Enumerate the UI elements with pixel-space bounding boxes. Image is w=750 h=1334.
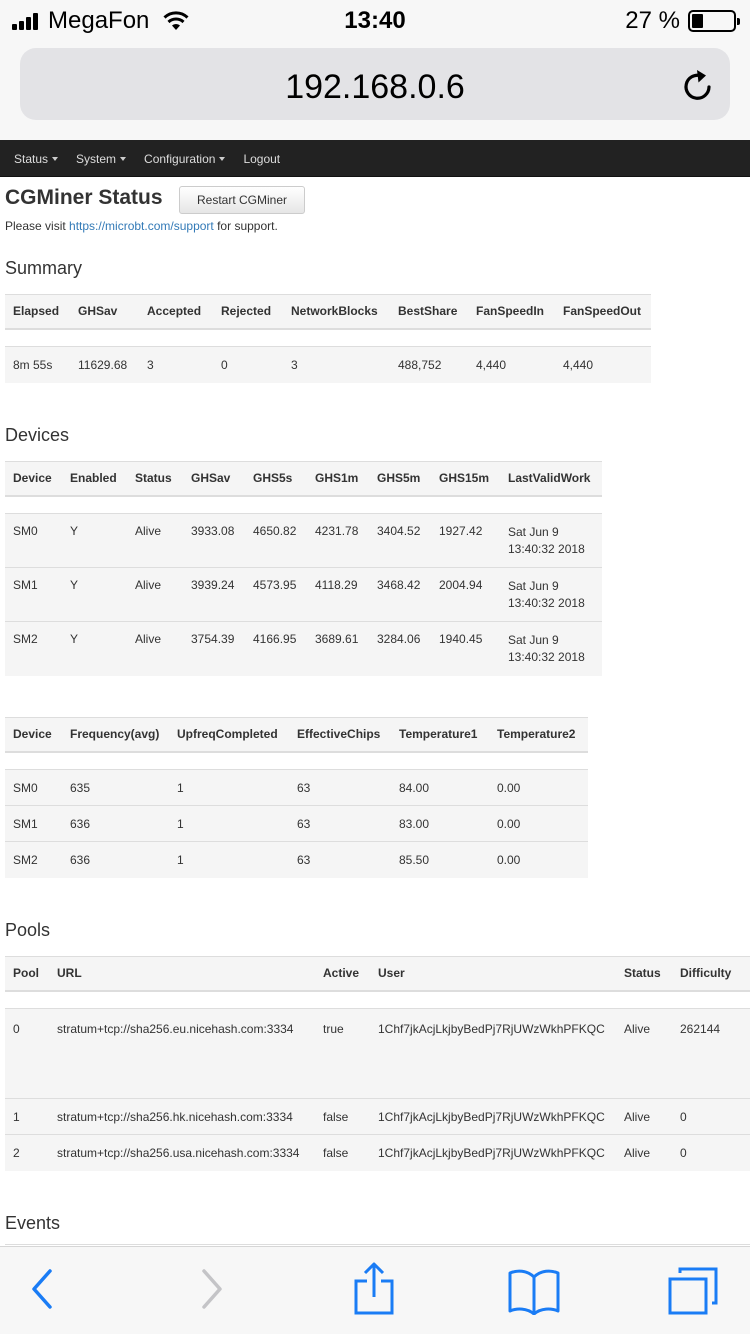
table-row bbox=[5, 622, 602, 676]
column-header: Frequency(avg) bbox=[62, 718, 169, 752]
cell-value: 0.00 bbox=[497, 816, 521, 831]
table-cell bbox=[431, 514, 500, 568]
table-cell bbox=[183, 514, 245, 568]
table-cell bbox=[70, 347, 139, 383]
table-cell bbox=[169, 842, 289, 878]
address-bar[interactable] bbox=[20, 48, 730, 120]
table-row bbox=[5, 1135, 750, 1171]
cell-value: SM2 bbox=[13, 852, 38, 867]
devices-table bbox=[5, 461, 602, 676]
events-heading: Events bbox=[5, 1213, 61, 1233]
cell-value: 83.00 bbox=[399, 816, 430, 831]
table-cell bbox=[5, 1009, 49, 1099]
cell-value: false bbox=[323, 1145, 349, 1160]
table-cell bbox=[5, 622, 62, 676]
forward-icon bbox=[196, 1267, 226, 1311]
table-cell bbox=[431, 622, 500, 676]
table-cell bbox=[616, 1009, 672, 1099]
cell-value: 636 bbox=[70, 852, 91, 867]
cell-value: 4,440 bbox=[476, 357, 507, 372]
spacer-cell bbox=[5, 496, 602, 514]
battery-icon bbox=[688, 10, 736, 32]
support-suffix: for support. bbox=[213, 219, 278, 233]
table-cell bbox=[5, 1099, 49, 1135]
cell-value: stratum+tcp://sha256.eu.nicehash.com:3334 bbox=[57, 1022, 294, 1036]
table-cell bbox=[391, 770, 489, 806]
ios-status-bar bbox=[0, 0, 750, 40]
cell-value: 3 bbox=[147, 357, 154, 372]
table-cell bbox=[555, 347, 651, 383]
table-cell bbox=[245, 622, 307, 676]
table-cell bbox=[370, 1135, 616, 1171]
pools-table bbox=[5, 956, 750, 1171]
table-cell bbox=[49, 1009, 315, 1099]
top-navbar bbox=[0, 140, 750, 177]
table-cell bbox=[289, 842, 391, 878]
support-link[interactable]: https://microbt.com/support bbox=[69, 219, 214, 233]
cell-value: 4,440 bbox=[563, 357, 594, 372]
cell-value: 1 bbox=[177, 780, 184, 795]
table-cell bbox=[431, 568, 500, 622]
browser-address-area bbox=[0, 40, 750, 140]
cell-value: 3939.24 bbox=[191, 578, 235, 592]
cell-value: 1 bbox=[13, 1109, 20, 1124]
cell-value: 0 bbox=[221, 357, 228, 372]
column-header: GHS5s bbox=[245, 462, 307, 496]
support-prefix: Please visit bbox=[5, 219, 70, 233]
cell-value: false bbox=[323, 1109, 349, 1124]
cell-value: 262144 bbox=[680, 1022, 721, 1036]
nav-item-label: System bbox=[76, 151, 117, 166]
url-text[interactable]: 192.168.0.6 bbox=[285, 68, 465, 106]
cell-value: Alive bbox=[624, 1145, 651, 1160]
table-row bbox=[5, 842, 588, 878]
support-notice bbox=[5, 219, 278, 233]
restart-cgminer-button[interactable]: Restart CGMiner bbox=[179, 186, 305, 214]
cell-value: 0.00 bbox=[497, 780, 521, 795]
cell-value: 3 bbox=[291, 357, 298, 372]
table-cell bbox=[183, 568, 245, 622]
bookmarks-icon[interactable] bbox=[507, 1267, 561, 1315]
table-cell bbox=[370, 1099, 616, 1135]
table-cell bbox=[62, 806, 169, 842]
cell-value: 3689.61 bbox=[315, 632, 359, 646]
table-cell bbox=[169, 806, 289, 842]
column-header: Status bbox=[616, 957, 672, 991]
cell-value: true bbox=[323, 1022, 344, 1036]
cell-value: 0.00 bbox=[497, 852, 521, 867]
carrier-name: MegaFon bbox=[48, 7, 150, 34]
column-header: Temperature1 bbox=[391, 718, 489, 752]
table-cell bbox=[616, 1135, 672, 1171]
cell-value: 4118.29 bbox=[315, 578, 358, 592]
nav-item-label: Logout bbox=[243, 151, 281, 166]
table-cell bbox=[307, 568, 369, 622]
table-cell bbox=[49, 1099, 315, 1135]
clock: 13:40 bbox=[344, 7, 406, 34]
cell-value: 63 bbox=[297, 816, 311, 831]
table-cell bbox=[62, 622, 127, 676]
column-header: UpfreqCompleted bbox=[169, 718, 289, 752]
column-header: Device bbox=[5, 718, 62, 752]
cell-value: 636 bbox=[70, 816, 91, 831]
column-header: GHSav bbox=[70, 295, 139, 329]
column-header: Status bbox=[127, 462, 183, 496]
table-cell bbox=[390, 347, 468, 383]
cell-value: SM1 bbox=[13, 816, 38, 831]
table-header-row bbox=[5, 295, 651, 329]
table-cell bbox=[489, 770, 588, 806]
cell-value: Alive bbox=[624, 1109, 651, 1124]
cell-value: stratum+tcp://sha256.hk.nicehash.com:3334 bbox=[57, 1109, 293, 1124]
table-cell bbox=[169, 770, 289, 806]
table-cell bbox=[500, 568, 602, 622]
table-cell bbox=[489, 842, 588, 878]
spacer-cell bbox=[5, 329, 651, 347]
last-valid-time: 13:40:32 2018 bbox=[508, 650, 585, 664]
column-header: GHS15m bbox=[431, 462, 500, 496]
cell-value: 85.50 bbox=[399, 852, 430, 867]
cell-value: 63 bbox=[297, 852, 311, 867]
column-header: LastValidWork bbox=[500, 462, 602, 496]
cell-value: 1Chf7jkAcjLkjbyBedPj7RjUWzWkhPFKQC bbox=[378, 1109, 605, 1124]
table-cell bbox=[5, 842, 62, 878]
table-cell bbox=[369, 514, 431, 568]
column-header: Difficulty bbox=[672, 957, 750, 991]
cell-value: 4231.78 bbox=[315, 524, 359, 538]
table-row bbox=[5, 347, 651, 383]
cell-value: 4166.95 bbox=[253, 632, 297, 646]
table-cell bbox=[245, 568, 307, 622]
nav-item-status[interactable] bbox=[14, 152, 58, 166]
column-header: URL bbox=[49, 957, 315, 991]
table-cell bbox=[5, 347, 70, 383]
table-cell bbox=[672, 1009, 750, 1099]
table-cell bbox=[62, 568, 127, 622]
table-cell bbox=[283, 347, 390, 383]
table-cell bbox=[369, 622, 431, 676]
table-cell bbox=[5, 1135, 49, 1171]
nav-item-logout[interactable] bbox=[243, 152, 280, 166]
cell-value: Y bbox=[70, 578, 79, 592]
cell-value: 4650.82 bbox=[253, 524, 297, 538]
table-cell bbox=[127, 622, 183, 676]
table-row bbox=[5, 806, 588, 842]
column-header: FanSpeedIn bbox=[468, 295, 555, 329]
pools-heading: Pools bbox=[5, 920, 51, 940]
cell-value: 3933.08 bbox=[191, 524, 235, 538]
cell-value: 1940.45 bbox=[439, 632, 483, 646]
table-cell bbox=[127, 514, 183, 568]
column-header: Pool bbox=[5, 957, 49, 991]
column-header: FanSpeedOut bbox=[555, 295, 651, 329]
column-header: Enabled bbox=[62, 462, 127, 496]
column-header: Active bbox=[315, 957, 370, 991]
table-cell bbox=[245, 514, 307, 568]
table-cell bbox=[489, 806, 588, 842]
cell-value: 1 bbox=[177, 852, 184, 867]
cell-value: 2004.94 bbox=[439, 578, 483, 592]
header-spacer bbox=[5, 496, 602, 514]
cell-value: 1927.42 bbox=[439, 524, 483, 538]
table-cell bbox=[315, 1099, 370, 1135]
cell-value: 1Chf7jkAcjLkjbyBedPj7RjUWzWkhPFKQC bbox=[378, 1022, 605, 1036]
cell-value: 0 bbox=[13, 1022, 20, 1036]
summary-heading: Summary bbox=[5, 258, 83, 278]
nav-item-system[interactable] bbox=[76, 152, 126, 166]
table-cell bbox=[307, 622, 369, 676]
cell-value: 84.00 bbox=[399, 780, 430, 795]
devices-heading: Devices bbox=[5, 425, 70, 445]
column-header: Temperature2 bbox=[489, 718, 588, 752]
column-header: NetworkBlocks bbox=[283, 295, 390, 329]
column-header: GHSav bbox=[183, 462, 245, 496]
reload-icon[interactable] bbox=[680, 66, 716, 104]
cell-value: Alive bbox=[135, 578, 162, 592]
table-header-row bbox=[5, 957, 750, 991]
table-cell bbox=[5, 514, 62, 568]
cell-value: SM0 bbox=[13, 524, 38, 538]
column-header: Elapsed bbox=[5, 295, 70, 329]
cell-value: Alive bbox=[135, 524, 162, 538]
table-cell bbox=[183, 622, 245, 676]
cell-value: Alive bbox=[624, 1022, 651, 1036]
table-row bbox=[5, 770, 588, 806]
cell-value: 1Chf7jkAcjLkjbyBedPj7RjUWzWkhPFKQC bbox=[378, 1145, 605, 1160]
table-cell bbox=[213, 347, 283, 383]
device-stats-table bbox=[5, 717, 588, 878]
table-header-row bbox=[5, 462, 602, 496]
table-row bbox=[5, 514, 602, 568]
last-valid-date: Sat Jun 9 bbox=[508, 579, 559, 593]
cell-value: 11629.68 bbox=[78, 357, 128, 372]
cell-value: stratum+tcp://sha256.usa.nicehash.com:3334 bbox=[57, 1145, 300, 1160]
cell-value: Y bbox=[70, 632, 79, 646]
cell-value: 2 bbox=[13, 1145, 20, 1160]
cell-value: 635 bbox=[70, 780, 91, 795]
column-header: Device bbox=[5, 462, 62, 496]
battery-percentage: 27 % bbox=[625, 7, 680, 34]
caret-down-icon bbox=[120, 157, 126, 161]
nav-item-label: Configuration bbox=[144, 151, 216, 166]
table-cell bbox=[49, 1135, 315, 1171]
events-divider bbox=[5, 1244, 750, 1245]
navbar-menu bbox=[0, 140, 750, 177]
caret-down-icon bbox=[219, 157, 225, 161]
table-cell bbox=[289, 806, 391, 842]
table-cell bbox=[391, 806, 489, 842]
cell-value: 4573.95 bbox=[253, 578, 297, 592]
table-row bbox=[5, 1099, 750, 1135]
share-icon[interactable] bbox=[352, 1261, 396, 1317]
cell-value: 0 bbox=[680, 1109, 687, 1124]
cell-value: Alive bbox=[135, 632, 162, 646]
column-header: Rejected bbox=[213, 295, 283, 329]
table-header-row bbox=[5, 718, 588, 752]
back-icon[interactable] bbox=[28, 1267, 58, 1311]
table-cell bbox=[62, 514, 127, 568]
nav-item-label: Status bbox=[14, 151, 49, 166]
table-cell bbox=[672, 1135, 750, 1171]
cell-value: 1 bbox=[177, 816, 184, 831]
column-header: BestShare bbox=[390, 295, 468, 329]
table-cell bbox=[315, 1009, 370, 1099]
last-valid-date: Sat Jun 9 bbox=[508, 525, 559, 539]
column-header: User bbox=[370, 957, 616, 991]
cell-value: 488,752 bbox=[398, 357, 442, 372]
cell-value: 0 bbox=[680, 1145, 687, 1160]
spacer-cell bbox=[5, 752, 588, 770]
table-cell bbox=[500, 622, 602, 676]
page-title: CGMiner Status bbox=[5, 186, 163, 209]
table-cell bbox=[307, 514, 369, 568]
column-header: GHS5m bbox=[369, 462, 431, 496]
cell-value: 3284.06 bbox=[377, 632, 421, 646]
table-cell bbox=[62, 842, 169, 878]
last-valid-time: 13:40:32 2018 bbox=[508, 596, 585, 610]
cell-value: SM0 bbox=[13, 780, 38, 795]
header-spacer bbox=[5, 991, 750, 1009]
table-cell bbox=[289, 770, 391, 806]
table-cell bbox=[127, 568, 183, 622]
caret-down-icon bbox=[52, 157, 58, 161]
cell-value: 3754.39 bbox=[191, 632, 235, 646]
table-cell bbox=[315, 1135, 370, 1171]
last-valid-time: 13:40:32 2018 bbox=[508, 542, 585, 556]
table-cell bbox=[5, 770, 62, 806]
table-cell bbox=[369, 568, 431, 622]
header-spacer bbox=[5, 752, 588, 770]
column-header: EffectiveChips bbox=[289, 718, 391, 752]
cell-value: Y bbox=[70, 524, 79, 538]
table-cell bbox=[391, 842, 489, 878]
cell-value: 63 bbox=[297, 780, 311, 795]
table-cell bbox=[5, 568, 62, 622]
table-cell bbox=[139, 347, 213, 383]
column-header: Accepted bbox=[139, 295, 213, 329]
summary-table bbox=[5, 294, 651, 383]
table-cell bbox=[672, 1099, 750, 1135]
header-spacer bbox=[5, 329, 651, 347]
table-cell bbox=[500, 514, 602, 568]
table-row bbox=[5, 568, 602, 622]
table-cell bbox=[5, 806, 62, 842]
cell-value: SM1 bbox=[13, 578, 38, 592]
cell-value: 3404.52 bbox=[377, 524, 421, 538]
cell-value: 8m 55s bbox=[13, 357, 53, 372]
cell-value: 3468.42 bbox=[377, 578, 421, 592]
table-cell bbox=[370, 1009, 616, 1099]
spacer-cell bbox=[5, 991, 750, 1009]
cell-value: SM2 bbox=[13, 632, 38, 646]
table-row bbox=[5, 1009, 750, 1099]
table-cell bbox=[616, 1099, 672, 1135]
column-header: GHS1m bbox=[307, 462, 369, 496]
table-cell bbox=[468, 347, 555, 383]
nav-item-configuration[interactable] bbox=[144, 152, 225, 166]
tabs-icon[interactable] bbox=[666, 1265, 720, 1315]
browser-toolbar bbox=[0, 1246, 750, 1334]
table-cell bbox=[62, 770, 169, 806]
last-valid-date: Sat Jun 9 bbox=[508, 633, 559, 647]
